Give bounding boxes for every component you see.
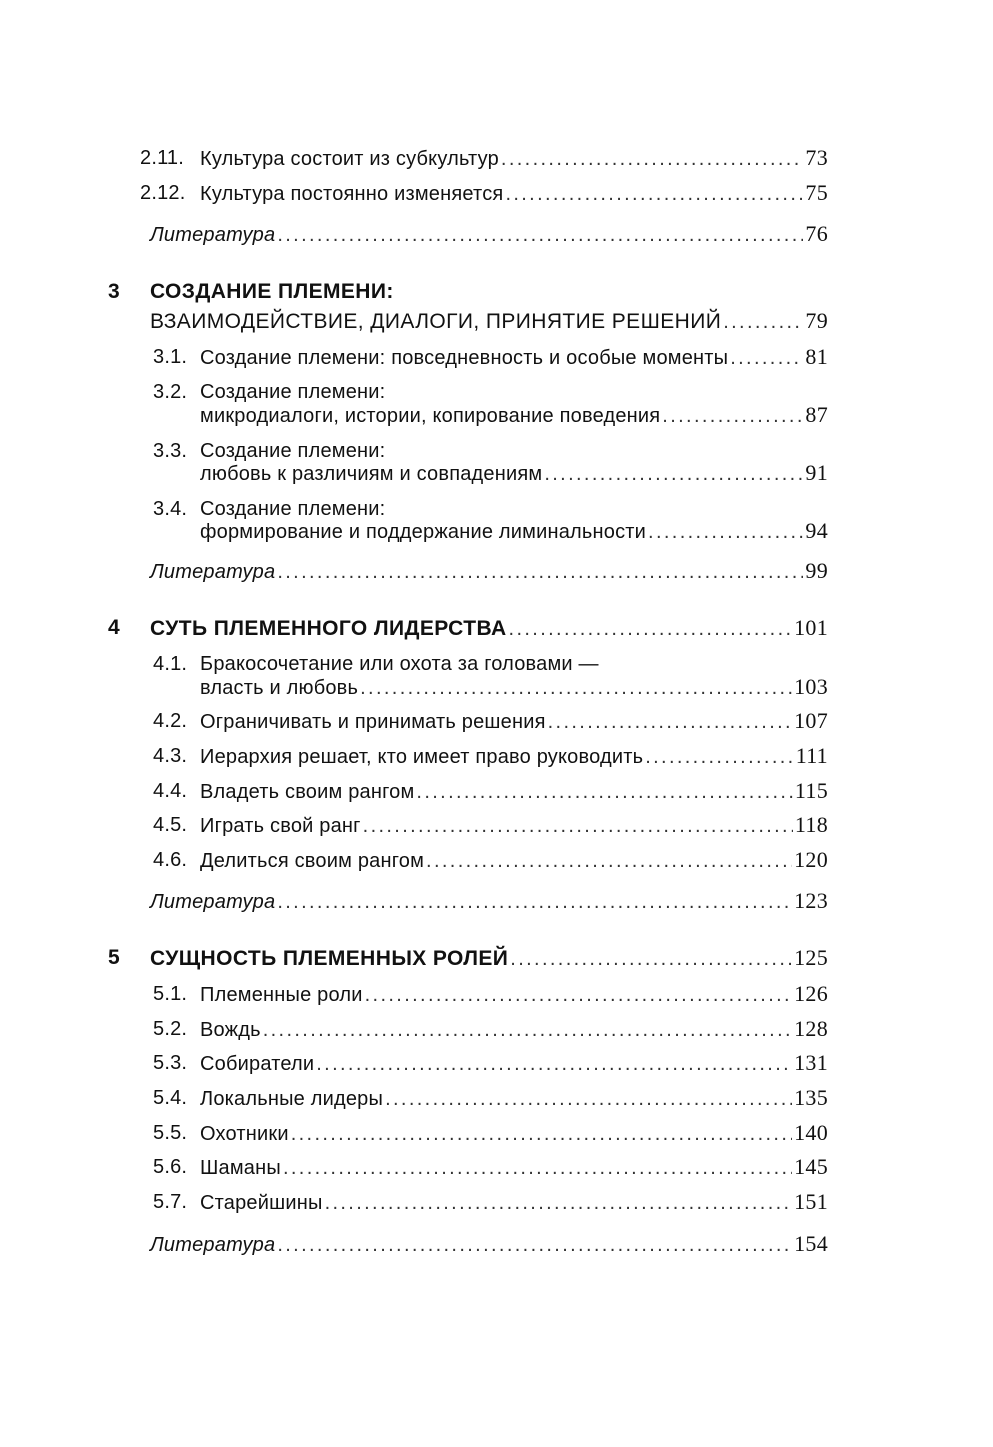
dot-leader (325, 1188, 793, 1218)
page-number: 126 (794, 981, 828, 1006)
entry-title: Шаманы (200, 1157, 281, 1179)
page-number: 151 (794, 1189, 828, 1214)
literature-label: Литература (150, 891, 276, 913)
entry-number: 4.2. (153, 710, 188, 732)
dot-leader (291, 1119, 792, 1149)
toc-entry-literature[interactable] (0, 886, 993, 916)
page-number: 135 (794, 1085, 828, 1110)
page-number: 75 (805, 180, 828, 205)
entry-title: Вождь (200, 1019, 261, 1041)
page-number: 128 (794, 1016, 828, 1041)
entry-title: Создание племени: (200, 440, 386, 462)
toc-entry[interactable] (0, 342, 993, 372)
toc-entry-continued[interactable] (0, 458, 993, 488)
page-number: 107 (794, 708, 828, 733)
entry-number: 3.2. (153, 381, 188, 403)
entry-title: Собиратели (200, 1053, 315, 1075)
dot-leader (645, 742, 794, 772)
entry-number: 5.3. (153, 1052, 188, 1074)
entry-title: Создание племени: (200, 381, 386, 403)
page-number: 154 (794, 1231, 828, 1256)
dot-leader (723, 307, 803, 337)
entry-title: Племенные роли (200, 984, 363, 1006)
entry-title: Культура состоит из субкультур (200, 148, 499, 170)
entry-title: Охотники (200, 1123, 289, 1145)
toc-entry-literature[interactable] (0, 219, 993, 249)
toc-entry[interactable] (0, 845, 993, 875)
literature-label: Литература (150, 224, 276, 246)
page-number: 118 (794, 812, 828, 837)
entry-title: Делиться своим рангом (200, 850, 425, 872)
dot-leader (501, 144, 803, 174)
page-number: 125 (794, 945, 828, 970)
toc-entry[interactable] (0, 1118, 993, 1148)
toc-entry-continued[interactable] (0, 672, 993, 702)
entry-title-continued: любовь к различиям и совпадениям (200, 463, 543, 485)
page-number: 81 (805, 344, 828, 369)
entry-number: 3.1. (153, 346, 188, 368)
chapter-number: 5 (108, 946, 120, 969)
toc-entry-literature[interactable] (0, 556, 993, 586)
chapter-heading[interactable] (0, 943, 993, 973)
chapter-heading[interactable] (0, 613, 993, 643)
entry-number: 5.5. (153, 1122, 188, 1144)
toc-entry[interactable] (0, 1187, 993, 1217)
chapter-heading[interactable] (0, 277, 993, 307)
dot-leader (363, 811, 793, 841)
entry-title-continued: микродиалоги, истории, копирование поведения (200, 405, 661, 427)
chapter-heading-continued[interactable] (0, 306, 993, 336)
chapter-number: 4 (108, 616, 120, 639)
chapter-title: СУТЬ ПЛЕМЕННОГО ЛИДЕРСТВА (150, 617, 507, 640)
toc-entry[interactable] (0, 741, 993, 771)
dot-leader (426, 846, 792, 876)
entry-number: 5.4. (153, 1087, 188, 1109)
toc-entry[interactable] (0, 810, 993, 840)
dot-leader (544, 459, 803, 489)
dot-leader (416, 777, 792, 807)
dot-leader (730, 343, 803, 373)
toc-entry[interactable] (0, 178, 993, 208)
page-number: 103 (794, 674, 828, 699)
entry-number: 5.2. (153, 1018, 188, 1040)
dot-leader (662, 401, 803, 431)
entry-number: 4.3. (153, 745, 188, 767)
entry-title: Культура постоянно изменяется (200, 183, 504, 205)
entry-number: 5.7. (153, 1191, 188, 1213)
entry-number: 2.11. (140, 147, 184, 169)
chapter-title: СОЗДАНИЕ ПЛЕМЕНИ: (150, 280, 394, 303)
page-number: 145 (794, 1154, 828, 1179)
dot-leader (277, 887, 792, 917)
toc-entry[interactable] (0, 776, 993, 806)
entry-number: 2.12. (140, 182, 186, 204)
entry-number: 3.4. (153, 498, 188, 520)
chapter-number: 3 (108, 280, 120, 303)
toc-entry[interactable] (0, 979, 993, 1009)
entry-title-continued: власть и любовь (200, 677, 359, 699)
entry-title: Создание племени: повседневность и особые моменты (200, 347, 729, 369)
entry-number: 3.3. (153, 440, 188, 462)
toc-entry[interactable] (0, 1152, 993, 1182)
entry-number: 5.6. (153, 1156, 188, 1178)
page-number: 111 (795, 743, 828, 768)
literature-label: Литература (150, 561, 276, 583)
toc-entry[interactable] (0, 1048, 993, 1078)
page-number: 101 (794, 615, 828, 640)
entry-number: 5.1. (153, 983, 188, 1005)
entry-title: Бракосочетание или охота за головами — (200, 653, 599, 675)
dot-leader (385, 1084, 792, 1114)
page-number: 79 (805, 308, 828, 333)
dot-leader (365, 980, 792, 1010)
dot-leader (360, 673, 792, 703)
dot-leader (277, 557, 803, 587)
dot-leader (263, 1015, 792, 1045)
page-number: 99 (805, 558, 828, 583)
toc-entry[interactable] (0, 143, 993, 173)
page-number: 91 (805, 460, 828, 485)
page-number: 115 (794, 778, 828, 803)
literature-label: Литература (150, 1234, 276, 1256)
entry-title-continued: формирование и поддержание лиминальности (200, 521, 647, 543)
entry-number: 4.6. (153, 849, 188, 871)
dot-leader (277, 220, 803, 250)
toc-entry-continued[interactable] (0, 516, 993, 546)
entry-number: 4.4. (153, 780, 188, 802)
toc-entry-literature[interactable] (0, 1229, 993, 1259)
dot-leader (548, 707, 792, 737)
page-number: 120 (794, 847, 828, 872)
dot-leader (283, 1153, 792, 1183)
dot-leader (277, 1230, 792, 1260)
dot-leader (316, 1049, 792, 1079)
entry-number: 4.5. (153, 814, 188, 836)
dot-leader (509, 614, 793, 644)
toc-entry[interactable] (0, 706, 993, 736)
entry-title: Старейшины (200, 1192, 323, 1214)
chapter-subtitle: ВЗАИМОДЕЙСТВИЕ, ДИАЛОГИ, ПРИНЯТИЕ РЕШЕНИЙ (150, 310, 722, 333)
entry-title: Создание племени: (200, 498, 386, 520)
entry-title: Иерархия решает, кто имеет право руководить (200, 746, 644, 768)
entry-title: Локальные лидеры (200, 1088, 384, 1110)
page-number: 73 (805, 145, 828, 170)
entry-title: Играть свой ранг (200, 815, 361, 837)
dot-leader (505, 179, 803, 209)
entry-number: 4.1. (153, 653, 188, 675)
dot-leader (510, 944, 792, 974)
dot-leader (648, 517, 803, 547)
toc-entry[interactable] (0, 1014, 993, 1044)
page-number: 87 (805, 402, 828, 427)
page-number: 76 (805, 221, 828, 246)
page-number: 131 (794, 1050, 828, 1075)
page-number: 94 (805, 518, 828, 543)
page-number: 123 (794, 888, 828, 913)
page-number: 140 (794, 1120, 828, 1145)
entry-title: Ограничивать и принимать решения (200, 711, 546, 733)
chapter-title: СУЩНОСТЬ ПЛЕМЕННЫХ РОЛЕЙ (150, 947, 509, 970)
toc-entry[interactable] (0, 1083, 993, 1113)
entry-title: Владеть своим рангом (200, 781, 415, 803)
toc-entry-continued[interactable] (0, 400, 993, 430)
